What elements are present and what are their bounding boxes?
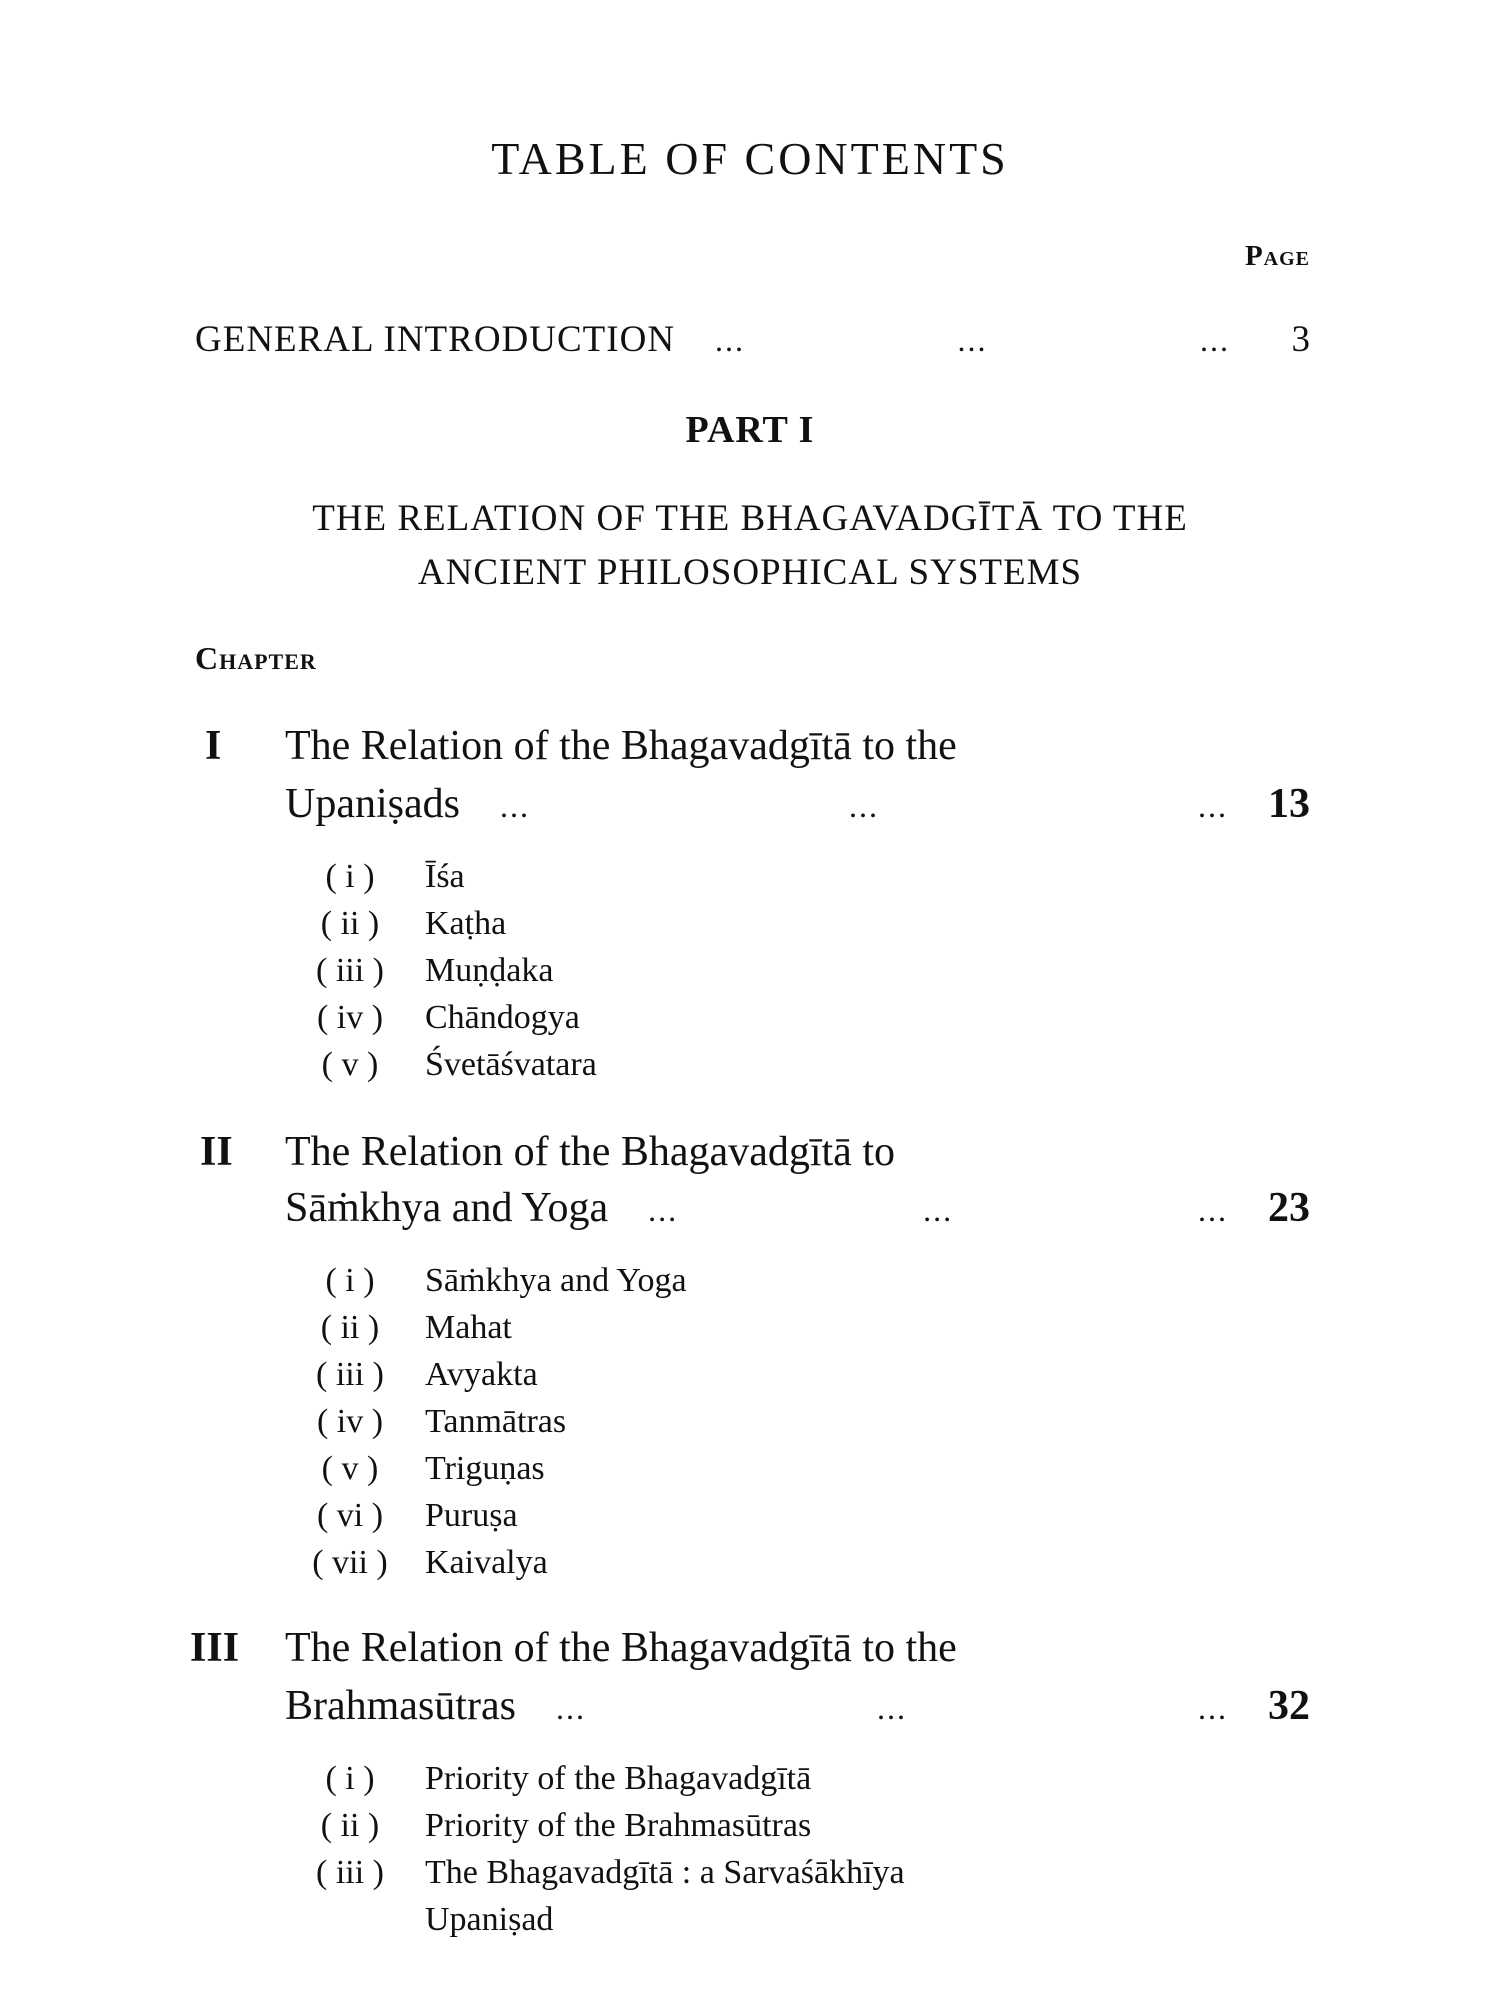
section-number: ( ii ) — [320, 1309, 380, 1346]
section-title[interactable]: Avyakta — [425, 1356, 538, 1393]
section-title[interactable]: Sāṁkhya and Yoga — [425, 1262, 687, 1299]
chapter-numeral: I — [205, 723, 222, 769]
chapter-entry-line-2[interactable] — [285, 780, 1310, 828]
chapter-entry-line-2[interactable] — [285, 1184, 1310, 1232]
section-number: ( iv ) — [316, 1403, 384, 1440]
section-number: ( iv ) — [316, 999, 384, 1036]
section-number: ( v ) — [321, 1046, 379, 1083]
chapter-entry-line-2[interactable] — [285, 1682, 1310, 1730]
chapter-title-line-2: Sāṁkhya and Yoga — [285, 1185, 609, 1231]
section-number: ( iii ) — [316, 1854, 384, 1891]
section-title[interactable]: Tanmātras — [425, 1403, 567, 1440]
section-number: ( i ) — [325, 1760, 375, 1797]
section-number: ( vii ) — [312, 1544, 388, 1581]
section-title[interactable]: Chāndogya — [425, 999, 580, 1036]
chapter-title-line-1[interactable]: The Relation of the Bhagavadgītā to the — [285, 723, 957, 769]
chapter-numeral: II — [200, 1129, 233, 1175]
section-number: ( iii ) — [316, 952, 384, 989]
section-title[interactable]: Īśa — [425, 858, 465, 895]
section-title[interactable]: Muṇḍaka — [425, 952, 554, 989]
section-number: ( i ) — [325, 1262, 375, 1299]
part-title-line-2: ANCIENT PHILOSOPHICAL SYSTEMS — [417, 552, 1083, 593]
part-title-line-1: THE RELATION OF THE BHAGAVADGĪTĀ TO THE — [312, 498, 1188, 539]
section-title[interactable]: Kaivalya — [425, 1544, 548, 1581]
leader-dots: ... ... ... — [648, 1192, 1228, 1228]
section-number: ( iii ) — [316, 1356, 384, 1393]
chapter-title-line-1[interactable]: The Relation of the Bhagavadgītā to the — [285, 1625, 957, 1671]
section-title[interactable]: Puruṣa — [425, 1497, 518, 1534]
chapter-title-line-1[interactable]: The Relation of the Bhagavadgītā to — [285, 1129, 895, 1175]
section-title[interactable]: Priority of the Brahmasūtras — [425, 1807, 812, 1844]
general-introduction-label: GENERAL INTRODUCTION — [195, 319, 676, 360]
section-title[interactable]: Kaṭha — [425, 905, 507, 942]
leader-dots: ... ... ... — [715, 322, 1230, 358]
section-title[interactable]: Priority of the Bhagavadgītā — [425, 1760, 812, 1797]
section-title[interactable]: Mahat — [425, 1309, 512, 1346]
section-number: ( i ) — [325, 858, 375, 895]
part-heading: PART I — [685, 409, 815, 451]
leader-dots: ... ... ... — [499, 788, 1228, 824]
section-number: ( v ) — [321, 1450, 379, 1487]
chapter-column-header: Chapter — [195, 640, 317, 676]
section-number: ( ii ) — [320, 1807, 380, 1844]
section-title[interactable]: The Bhagavadgītā : a Sarvaśākhīya — [425, 1854, 905, 1891]
page-title: TABLE OF CONTENTS — [491, 133, 1009, 184]
section-number: ( vi ) — [316, 1497, 384, 1534]
page-column-header: Page — [1244, 240, 1310, 272]
page-number: 23 — [1268, 1185, 1310, 1231]
page-number: 3 — [1291, 319, 1310, 360]
section-title-continuation[interactable]: Upaniṣad — [425, 1901, 554, 1938]
section-title[interactable]: Śvetāśvatara — [425, 1046, 597, 1083]
leader-dots: ... ... ... — [555, 1690, 1228, 1726]
page-number: 13 — [1268, 781, 1310, 827]
chapter-title-line-2: Brahmasūtras — [285, 1683, 516, 1729]
page-number: 32 — [1268, 1683, 1310, 1729]
chapter-numeral: III — [190, 1625, 240, 1671]
general-introduction-entry[interactable] — [195, 318, 1310, 361]
section-number: ( ii ) — [320, 905, 380, 942]
section-title[interactable]: Triguṇas — [425, 1450, 545, 1487]
chapter-title-line-2: Upaniṣads — [285, 781, 460, 827]
